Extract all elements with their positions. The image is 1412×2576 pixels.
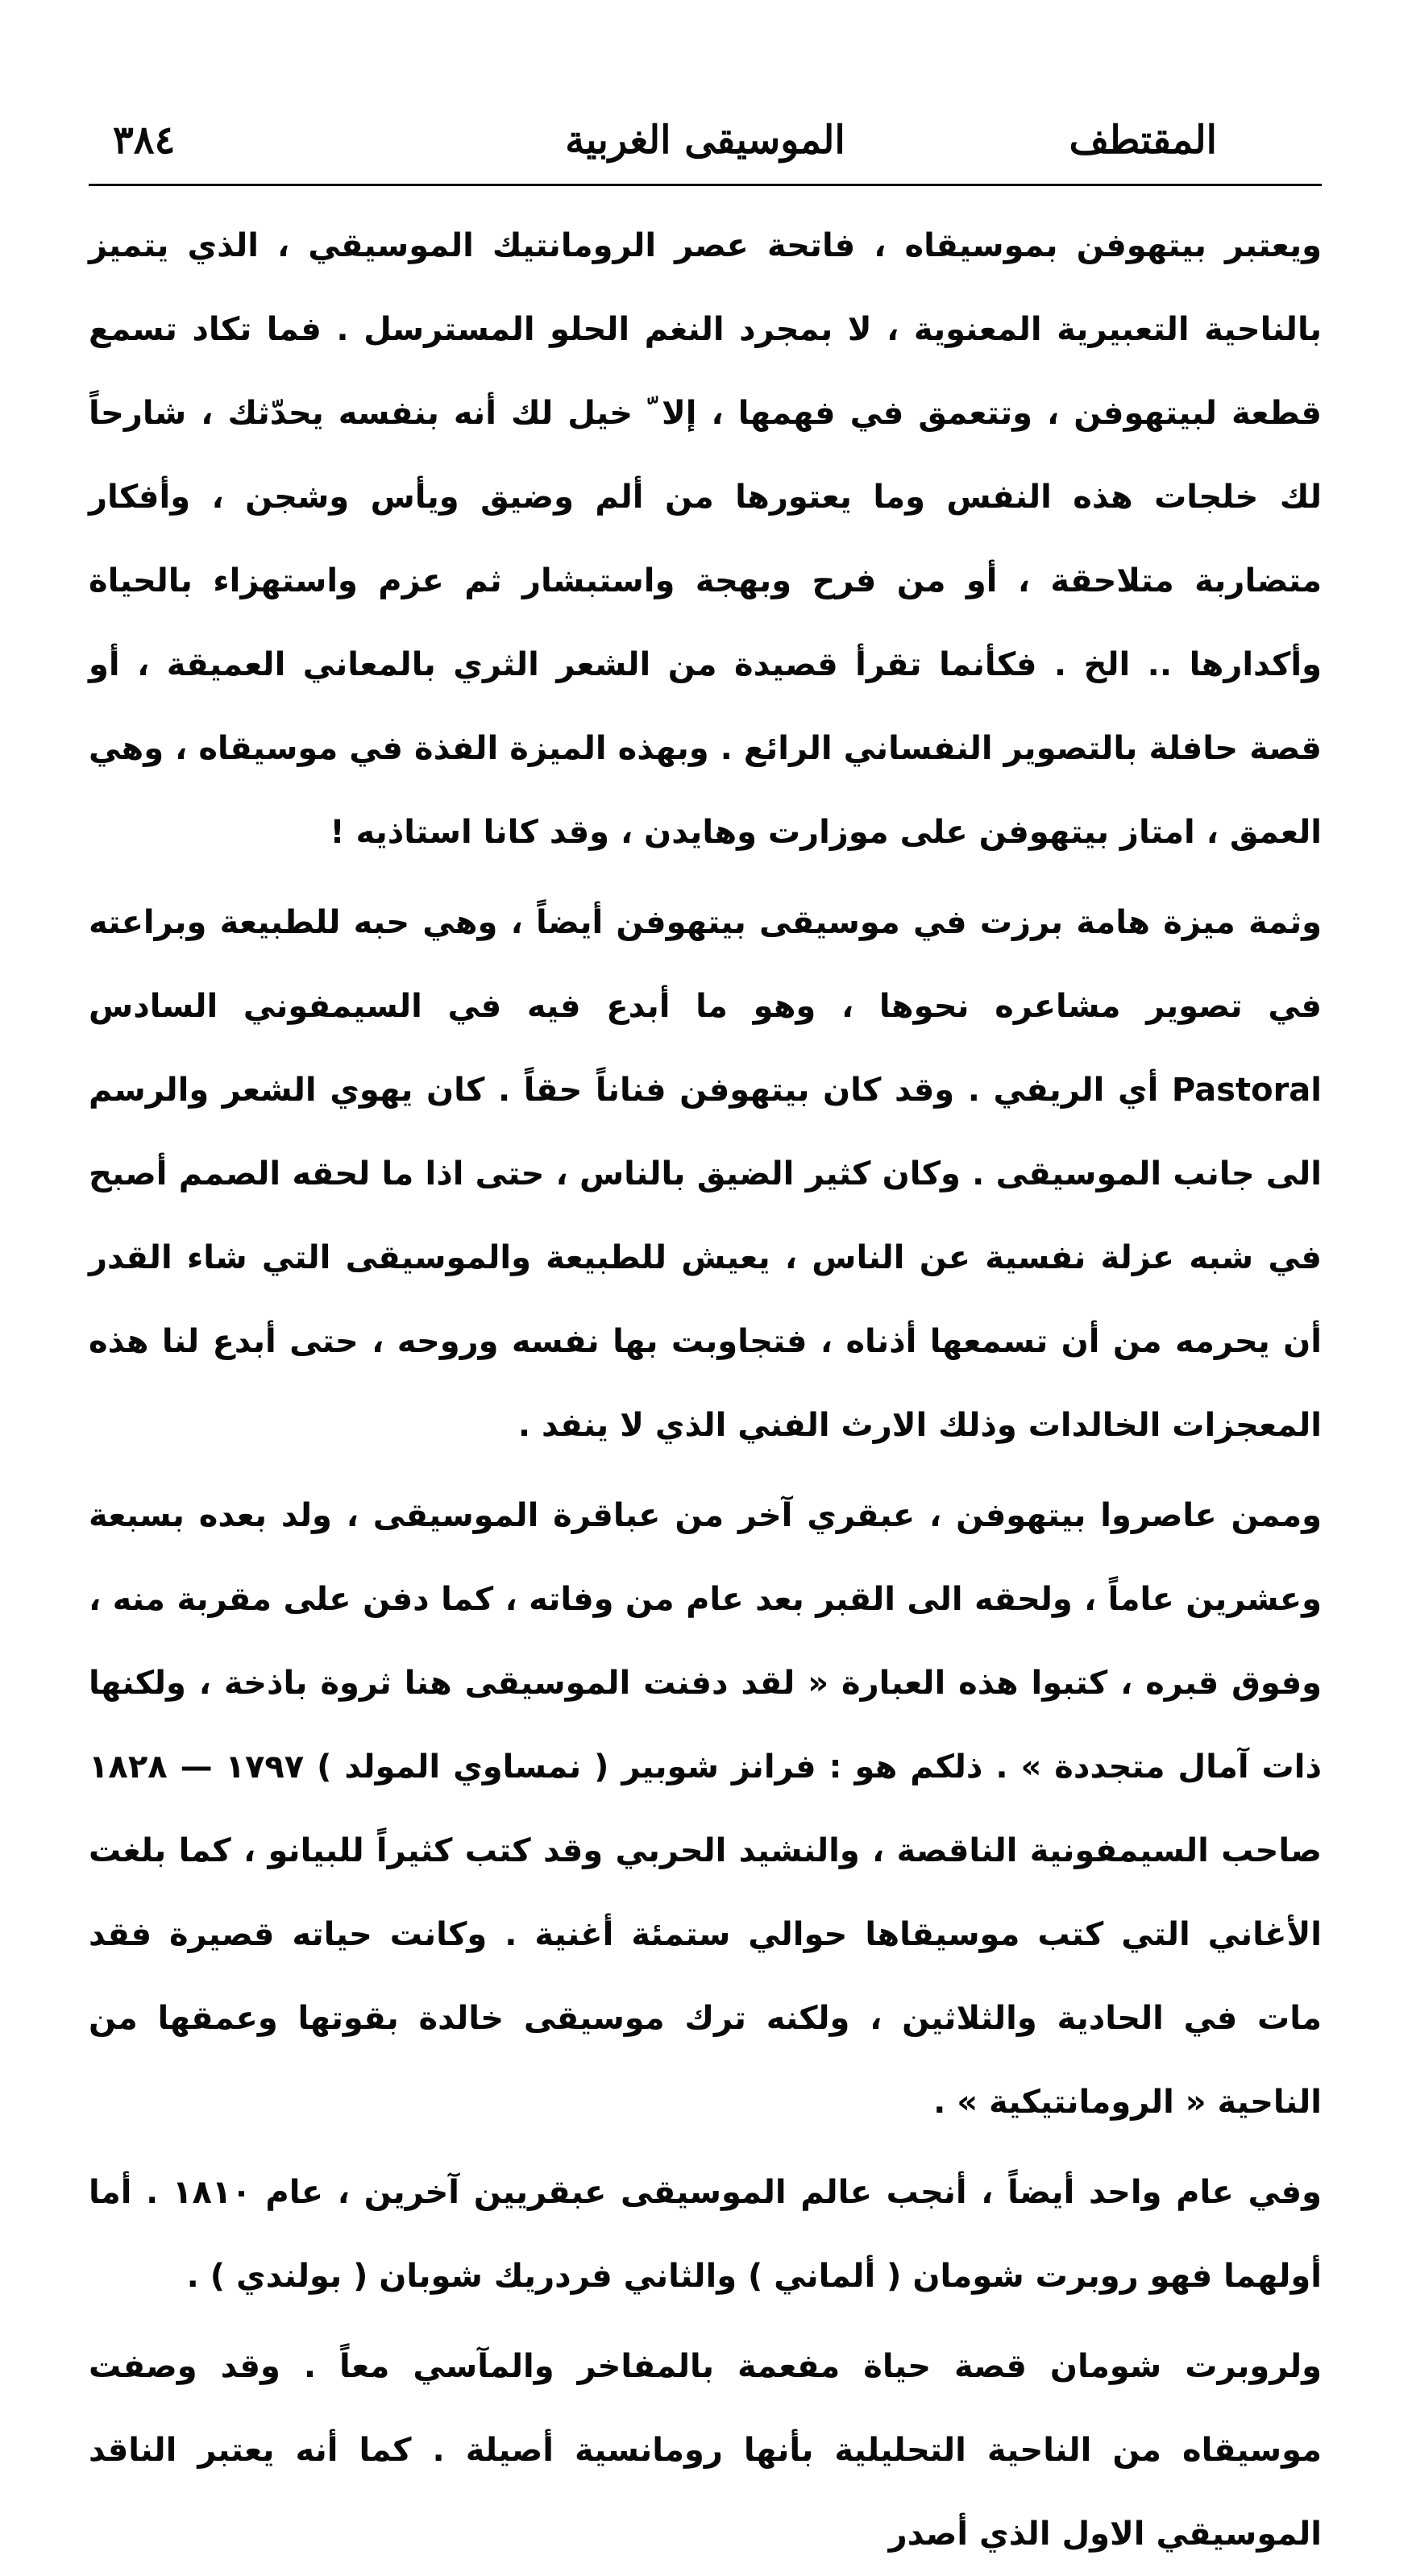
paragraph-beethoven-nature: وثمة ميزة هامة برزت في موسيقى بيتهوفن أيضاً ، وهي حبه للطبيعة وبراعته في تصوير مشاعره نحوها ، وهو ما أبدع فيه في السيمفوني السادس Pastoral أي الريفي . وقد كان بيتهوفن فناناً حقاً . كان يهوي الشعر والرسم الى جانب الموسيقى . وكان كثير الضيق بالناس ، حتى اذا ما لحقه الصمم أصبح في شبه عزلة نفسية عن الناس ، يعيش للطبيعة والموسيقى التي شاء القدر أن يحرمه من أن تسمعها أذناه ، فتجاوبت بها نفسه وروحه ، حتى أبدع لنا هذه المعجزات الخالدات وذلك الارث الفني الذي لا ينفد . <box>89 904 1322 1444</box>
header-rule <box>89 184 1322 186</box>
article-title: الموسيقى الغربية <box>565 118 845 163</box>
paragraph-schumann-chopin: وفي عام واحد أيضاً ، أنجب عالم الموسيقى عبقريين آخرين ، عام ١٨١٠ . أما أولهما فهو روبرت شومان ( ألماني ) والثاني فردريك شوبان ( بولندي ) . <box>89 2174 1322 2295</box>
paragraph-schubert: وممن عاصروا بيتهوفن ، عبقري آخر من عباقرة الموسيقى ، ولد بعده بسبعة وعشرين عاماً ، ولحقه الى القبر بعد عام من وفاته ، كما دفن على مقربة منه ، وفوق قبره ، كتبوا هذه العبارة « لقد دفنت الموسيقى هنا ثروة باذخة ، ولكنها ذات آمال متجددة » . ذلكم هو : فرانز شوبير ( نمساوي المولد ) ١٧٩٧ — ١٨٢٨ صاحب السيمفونية الناقصة ، والنشيد الحربي وقد كتب كثيراً للبيانو ، كما بلغت الأغاني التي كتب موسيقاها حوالي ستمئة أغنية . وكانت حياته قصيرة فقد مات في الحادية والثلاثين ، ولكنه ترك موسيقى خالدة بقوتها وعمقها من الناحية « الرومانتيكية » . <box>89 1497 1322 2121</box>
journal-name: المقتطف <box>1069 118 1217 163</box>
running-head <box>89 105 1322 179</box>
paragraph-beethoven-romanticism: ويعتبر بيتهوفن بموسيقاه ، فاتحة عصر الرومانتيك الموسيقي ، الذي يتميز بالناحية التعبيرية المعنوية ، لا بمجرد النغم الحلو المسترسل . فما تكاد تسمع قطعة لبيتهوفن ، وتتعمق في فهمها ، إلا ّ خيل لك أنه بنفسه يحدّثك ، شارحاً لك خلجات هذه النفس وما يعتورها من ألم وضيق ويأس وشجن ، وأفكار متضاربة متلاحقة ، أو من فرح وبهجة واستبشار ثم عزم واستهزاء بالحياة وأكدارها .. الخ . فكأنما تقرأ قصيدة من الشعر الثري بالمعاني العميقة ، أو قصة حافلة بالتصوير النفساني الرائع . وبهذه الميزة الفذة في موسيقاه ، وهي العمق ، امتاز بيتهوفن على موزارت وهايدن ، وقد كانا استاذيه ! <box>89 227 1322 851</box>
book-page <box>89 105 1322 2553</box>
body-text <box>89 204 1322 2576</box>
page-number: ٣٨٤ <box>113 118 176 163</box>
paragraph-schumann-life: ولروبرت شومان قصة حياة مفعمة بالمفاخر والمآسي معاً . وقد وصفت موسيقاه من الناحية التحليلية بأنها رومانسية أصيلة . كما أنه يعتبر الناقد الموسيقي الاول الذي أصدر <box>89 2348 1322 2553</box>
